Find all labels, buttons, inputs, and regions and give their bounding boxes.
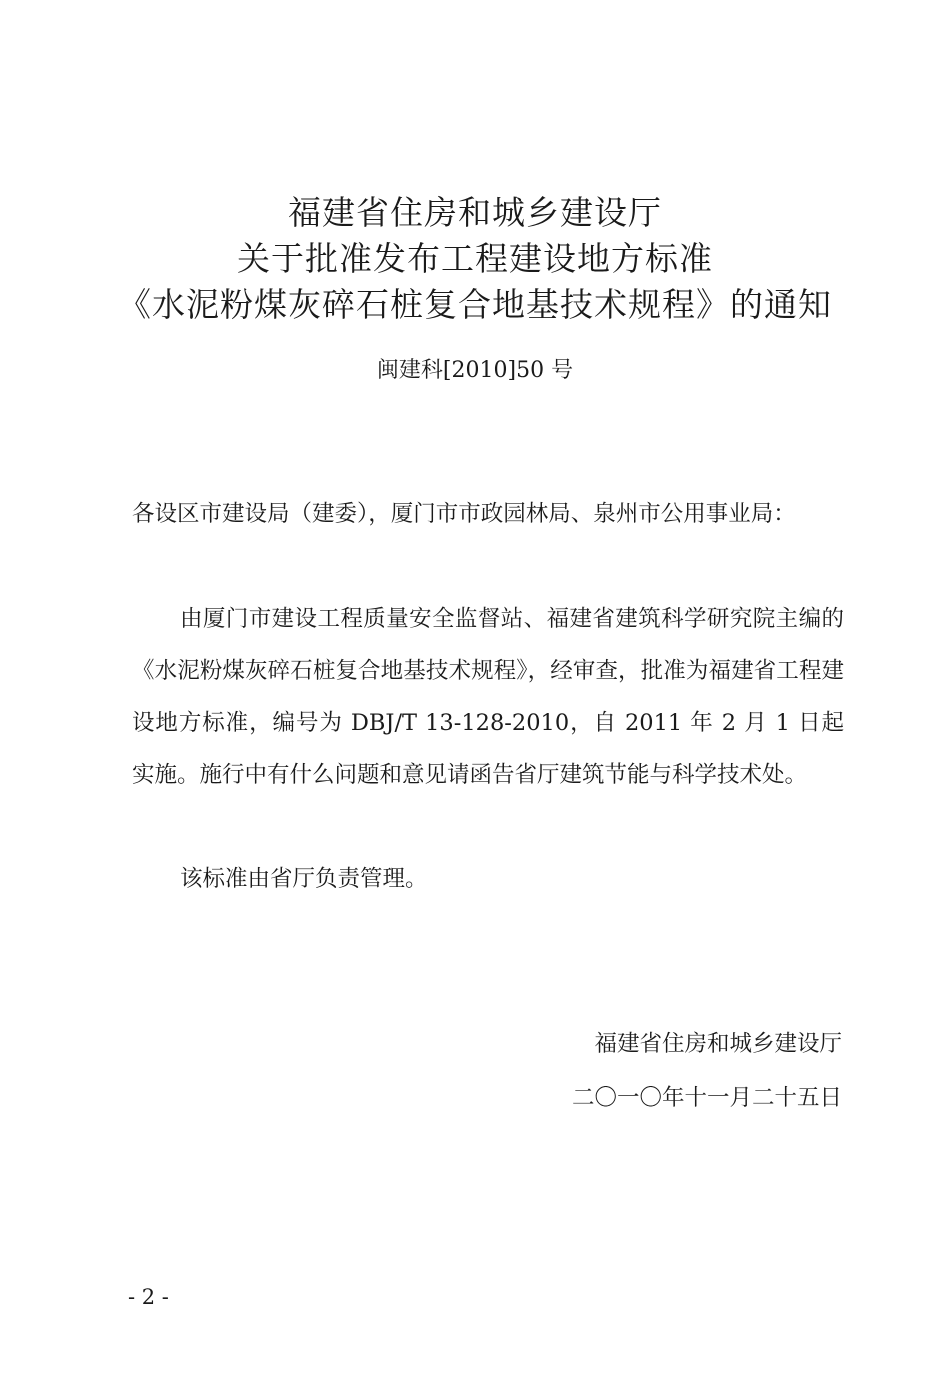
document-number: 闽建科[2010]50 号 (376, 358, 574, 383)
signature-organization: 福建省住房和城乡建设厅 (594, 1031, 842, 1057)
page-number: - 2 - (128, 1285, 169, 1309)
document-title (0, 190, 950, 328)
title-line-issuer: 福建省住房和城乡建设厅 (288, 193, 662, 232)
signature-date: 二〇一〇年十一月二十五日 (571, 1085, 842, 1111)
title-line-standard: 《水泥粉煤灰碎石桩复合地基技术规程》的通知 (118, 285, 832, 324)
recipients: 各设区市建设局（建委），厦门市市政园林局、泉州市公用事业局： (132, 501, 796, 527)
body-paragraph-approval: 由厦门市建设工程质量安全监督站、福建省建筑科学研究院主编的《水泥粉煤灰碎石桩复合地基技术规程》，经审查，批准为福建省工程建设地方标准，编号为 DBJ/T 13-128-2010，自 2011 年 2 月 1 日起实施。施行中有什么问题和意见请函告省厅建筑节能与科学技术处。 (132, 606, 844, 788)
body-paragraph-management: 该标准由省厅负责管理。 (180, 866, 428, 892)
title-line-subject: 关于批准发布工程建设地方标准 (237, 239, 713, 278)
